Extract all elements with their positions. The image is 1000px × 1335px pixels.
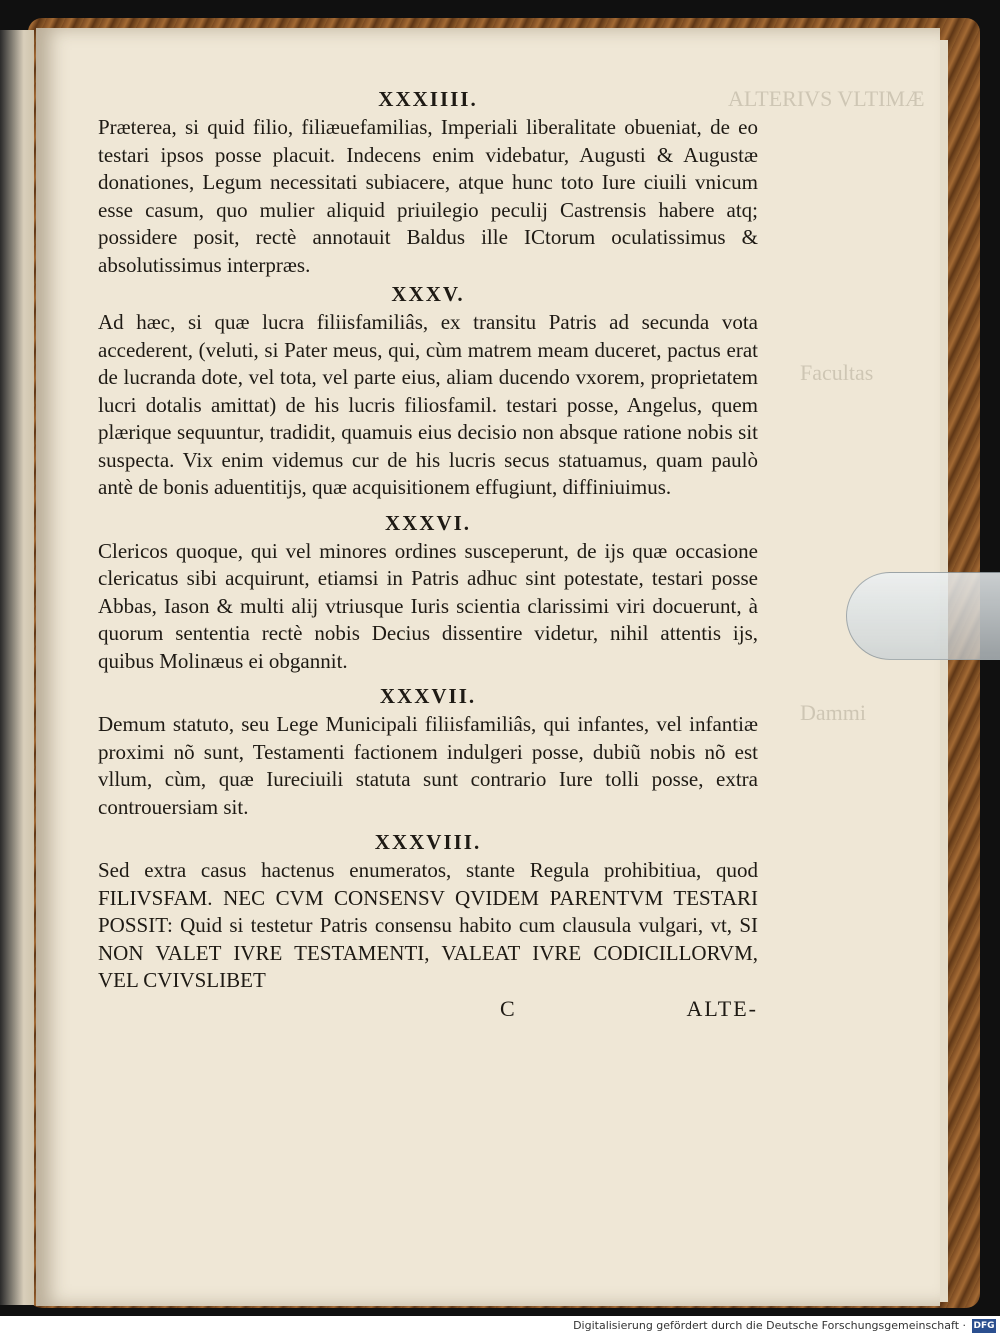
left-page-edge (0, 30, 34, 1305)
page-edge-strip (940, 40, 948, 1302)
page-text (98, 84, 758, 1023)
signature-mark: C (500, 995, 517, 1021)
bleed-through-text: ALTERIVS VLTIMÆ (728, 86, 925, 111)
footer-credit: Digitalisierung gefördert durch die Deutsche Forschungsgemeinschaft · (573, 1319, 966, 1332)
section-heading: XXXV. (391, 282, 465, 306)
signature-row (98, 995, 758, 1023)
section-heading: XXXVII. (379, 684, 477, 708)
section-paragraph: Præterea, si quid filio, filiæuefamilias, Imperiali liberalitate obueniat, de eo testari ipsos posse placuit. Indecens enim videbatur, Augusti & Augustæ donationes, Legum necessitati subiacere, atque hunc toto Iure ciuili vnicum esse casum, quo mulier aliquid priuilegio peculij Castrensis habere atq; possidere posit, rectè annotauit Baldus ille ICtorum oculatissimus & absolutissimus interpræs. (98, 115, 758, 277)
bleed-through-text: Dammi (800, 700, 866, 725)
section-heading: XXXVI. (384, 510, 472, 535)
dfg-logo: DFG (973, 1320, 995, 1331)
section-paragraph: Ad hæc, si quæ lucra filiisfamiliâs, ex transitu Patris ad secunda vota accederent, (veluti, si Pater meus, qui, cùm matrem meam duceret, pactus erat de lucranda dote, vel tota, vel parte eius, aliam ducendo vxorem, proprietatem lucri dotalis amittat) de his lucris filiosfamil. testari posse, Angelus, quem plærique sequuntur, tradidit, quamuis eius decisio non absque ratione nobis sit suspecta. Vix enim videmus cur de his lucris secus statuamus, quam paulò antè de bonis aduentitijs, quæ acquisitionem effugiunt, diffiniuimus. (98, 310, 758, 499)
section-heading: XXXIIII. (378, 87, 478, 111)
section-paragraph: Clericos quoque, qui vel minores ordines susceperunt, de ijs quæ occasione clericatus sibi acquirunt, etiamsi in Patris adhuc sint potestate, testari posse Abbas, Iason & multi alij vtriusque Iuris scientia clarissimi viri docuerunt, à quorum sententia rectè nobis Decius dissentire videtur, nihil attentis ijs, quibus Molinæus ei obgannit. (98, 538, 758, 673)
section-paragraph: Demum statuto, seu Lege Municipali filiisfamiliâs, qui infantes, vel infantiæ proximi nõ sunt, Testamenti factionem indulgeri posse, dubiũ nobis nõ est vllum, cùm, quæ Iureciuili statuta sunt contrario Iure tolli posse, extra controuersiam sit. (98, 712, 758, 819)
catchword: ALTE- (686, 995, 758, 1021)
section-paragraph: Sed extra casus hactenus enumeratos, stante Regula prohibitiua, quod FILIVSFAM. NEC CVM CONSENSV QVIDEM PARENTVM TESTARI POSSIT: Quid si testetur Patris consensu habito cum clausula vulgari, vt, SI NON VALET IVRE TESTAMENTI, VALEAT IVRE CODICILLORVM, VEL CVIVSLIBET (98, 858, 758, 992)
section-heading: XXXVIII. (374, 830, 482, 854)
bleed-through-text: Facultas (800, 360, 874, 385)
footer-bar (0, 1316, 1000, 1335)
page-marker-tab (846, 572, 1000, 660)
